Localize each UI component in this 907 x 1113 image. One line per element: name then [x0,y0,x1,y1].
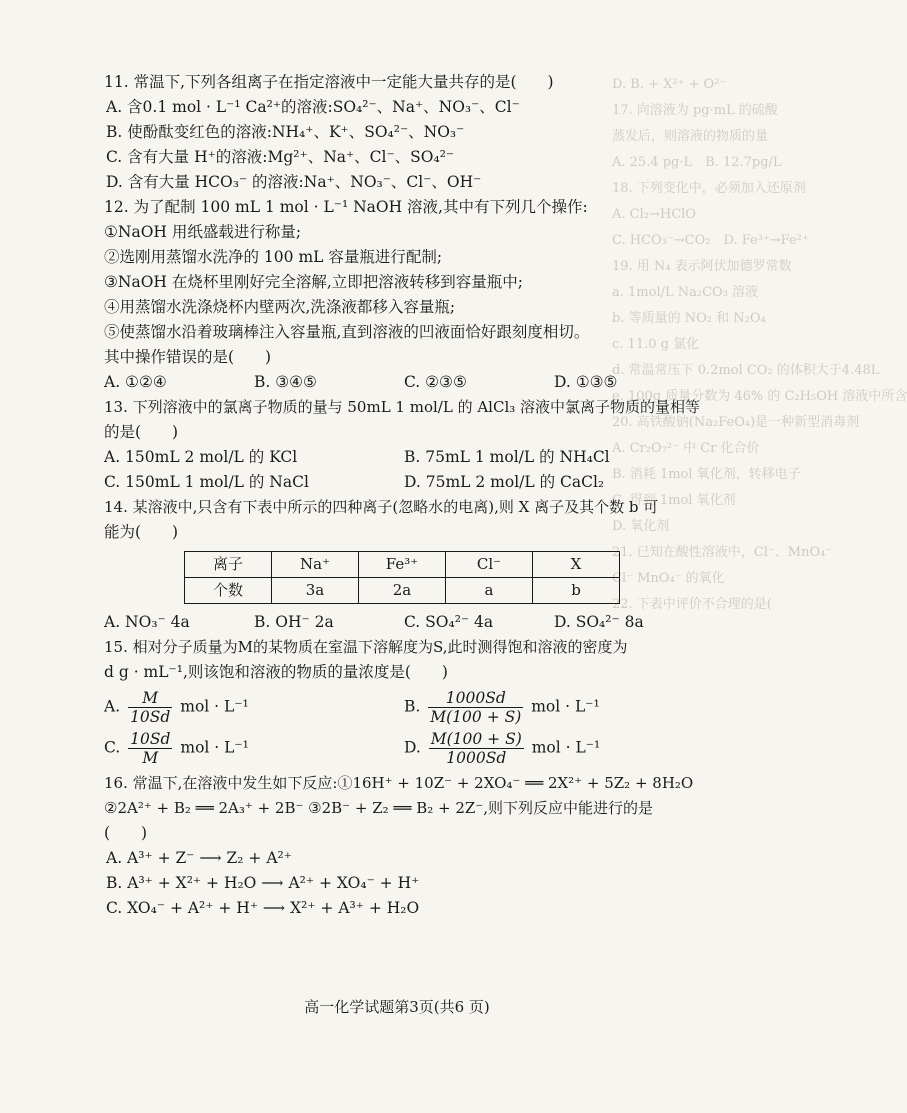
option-a: A. A³⁺ + Z⁻ ⟶ Z₂ + A²⁺ [106,849,292,867]
option-c: C. ②③⑤ [404,373,467,391]
option-d: D. 含有大量 HCO₃⁻ 的溶液:Na⁺、NO₃⁻、Cl⁻、OH⁻ [106,173,482,191]
table-cell: 离子 [185,552,272,578]
question-12 [104,195,704,395]
table-cell: 2a [359,578,446,604]
option-c: C. 150mL 1 mol/L 的 NaCl [104,473,309,491]
step-item: ④用蒸馏水洗涤烧杯内壁两次,洗涤液都移入容量瓶; [104,298,456,316]
option-d: D. SO₄²⁻ 8a [554,613,644,631]
table-cell: b [533,578,620,604]
step-item: ②选刚用蒸馏水洗净的 100 mL 容量瓶进行配制; [104,248,443,266]
table-cell: Cl⁻ [446,552,533,578]
options-row [104,730,704,767]
option-b: B. ③④⑤ [254,373,317,391]
bleed-through-text: D. B. + X²⁺ + O²⁻ 17. 向溶液为 pg·mL 的硫酸 蒸发后，则溶液的物质的量 A. 25.4 pg·L B. 12.7pg/L 18. 下列变化中，必须加入还原剂 A. Cl₂→HClO C. HCO₃⁻→CO₂ D. Fe³⁺→Fe²⁺ 19. 用 N₄ 表示阿伏加德罗常数 a. 1mol/L Na₂CO₃ 溶液 b. 等质量的 NO₂ 和 N₂O₄ c. 11.0 g 氯化 d. 常温常压下 0.2mol CO₂ 的体积大于4.48L e. 100g 质量分数为 46% 的 C₂H₅OH 溶液中所含 20. 高铁酸钠(Na₂FeO₄)是一种新型消毒剂 A. Cr₂O₇²⁻ 中 Cr 化合价 B. 消耗 1mol 氧化剂，转移电子 C. 得到 1mol 氧化剂 D. 氧化剂 21. 已知在酸性溶液中，Cl⁻、MnO₄⁻ Cl⁻ MnO₄⁻ 的氧化 22. 下表中评价不合理的是( [612,77,907,612]
question-stem-cont: 的是( ) [104,423,179,441]
numerator: 10Sd [130,730,171,748]
option-d [404,730,704,767]
option-b: B. A³⁺ + X²⁺ + H₂O ⟶ A²⁺ + XO₄⁻ + H⁺ [106,874,420,892]
table-cell: Na⁺ [272,552,359,578]
option-b: B. OH⁻ 2a [254,613,334,631]
table-row [185,578,620,604]
question-stem-cont: 能为( ) [104,523,179,541]
unit: mol · L⁻¹ [180,697,249,716]
question-stem: 13. 下列溶液中的氯离子物质的量与 50mL 1 mol/L 的 AlCl₃ 溶液中氯离子物质的量相等 [104,398,701,416]
unit: mol · L⁻¹ [531,697,600,716]
option-a: A. NO₃⁻ 4a [104,613,190,631]
question-stem: 11. 常温下,下列各组离子在指定溶液中一定能大量共存的是( ) [104,73,554,91]
unit: mol · L⁻¹ [180,738,249,757]
numerator: 1000Sd [428,689,523,708]
option-a: A. 150mL 2 mol/L 的 KCl [104,448,298,466]
page-footer: 高一化学试题第3页(共6 页) [304,998,490,1016]
unit: mol · L⁻¹ [531,738,601,757]
option-c: C. SO₄²⁻ 4a [404,613,494,631]
option-b [404,689,704,726]
options-row [104,689,704,726]
numerator: M [128,689,172,708]
option-c [104,730,404,767]
question-stem: 12. 为了配制 100 mL 1 mol · L⁻¹ NaOH 溶液,其中有下列几个操作: [104,198,588,216]
table-cell: Fe³⁺ [359,552,446,578]
question-stem-cont: ( ) [104,824,148,842]
option-b: B. 75mL 1 mol/L 的 NH₄Cl [404,448,610,466]
fraction [428,689,523,726]
option-c: C. 含有大量 H⁺的溶液:Mg²⁺、Na⁺、Cl⁻、SO₄²⁻ [106,148,455,166]
question-stem-cont: d g · mL⁻¹,则该饱和溶液的物质的量浓度是( ) [104,663,448,681]
step-item: ⑤使蒸馏水沿着玻璃棒注入容量瓶,直到溶液的凹液面恰好跟刻度相切。 [104,323,590,341]
numerator: M(100 + S) [430,730,522,748]
question-13 [104,395,704,495]
option-d: D. 75mL 2 mol/L 的 CaCl₂ [404,473,605,491]
denominator: M [142,749,159,767]
options-row [104,445,704,470]
options-row [104,470,704,495]
table-cell: a [446,578,533,604]
question-15 [104,635,704,767]
question-ask: 其中操作错误的是( ) [104,348,272,366]
denominator: 10Sd [130,708,171,726]
table-cell: X [533,552,620,578]
option-c: C. XO₄⁻ + A²⁺ + H⁺ ⟶ X²⁺ + A³⁺ + H₂O [106,899,420,917]
option-label: C. [104,738,121,757]
option-d: D. ①③⑤ [554,373,618,391]
ion-table [184,551,620,604]
option-label: D. [404,738,421,757]
options-row [104,610,704,635]
table-row [185,552,620,578]
table-cell: 3a [272,578,359,604]
question-11 [104,70,704,195]
fraction [128,730,172,767]
option-label: A. [104,697,121,716]
step-item: ③NaOH 在烧杯里刚好完全溶解,立即把溶液转移到容量瓶中; [104,273,524,291]
question-page [104,70,704,921]
fraction [128,689,172,726]
step-item: ①NaOH 用纸盛载进行称量; [104,223,302,241]
option-a: A. ①②④ [104,373,167,391]
option-b: B. 使酚酞变红色的溶液:NH₄⁺、K⁺、SO₄²⁻、NO₃⁻ [106,123,465,141]
question-stem: 16. 常温下,在溶液中发生如下反应:①16H⁺ + 10Z⁻ + 2XO₄⁻ ══ 2X²⁺ + 5Z₂ + 8H₂O [104,774,694,792]
fraction [429,730,524,767]
question-16 [104,771,704,921]
option-label: B. [404,697,421,716]
question-stem: 15. 相对分子质量为M的某物质在室温下溶解度为S,此时测得饱和溶液的密度为 [104,638,628,656]
option-a: A. 含0.1 mol · L⁻¹ Ca²⁺的溶液:SO₄²⁻、Na⁺、NO₃⁻、Cl⁻ [106,98,520,116]
options-row [104,370,704,395]
question-stem: 14. 某溶液中,只含有下表中所示的四种离子(忽略水的电离),则 X 离子及其个数 b 可 [104,498,659,516]
table-cell: 个数 [185,578,272,604]
question-stem-cont: ②2A²⁺ + B₂ ══ 2A₃⁺ + 2B⁻ ③2B⁻ + Z₂ ══ B₂ + 2Z⁻,则下列反应中能进行的是 [104,799,654,817]
denominator: 1000Sd [446,749,507,767]
denominator: M(100 + S) [430,708,522,726]
option-a [104,689,404,726]
question-14 [104,495,704,635]
